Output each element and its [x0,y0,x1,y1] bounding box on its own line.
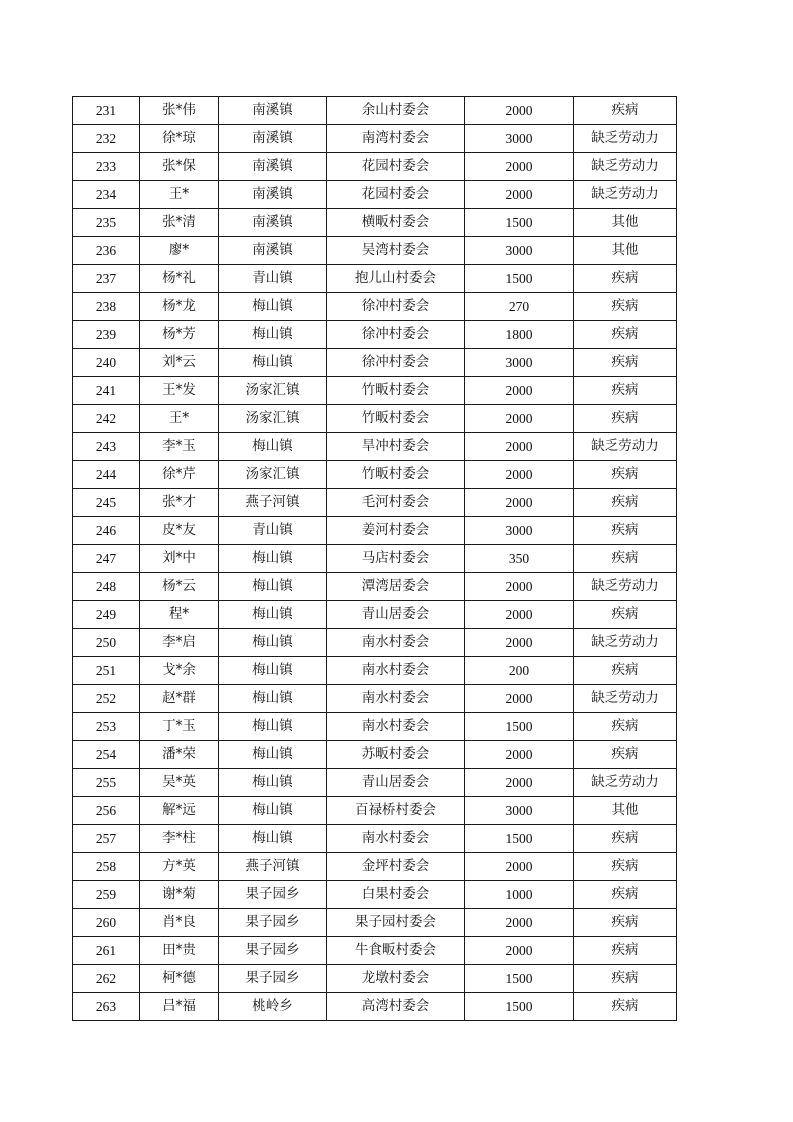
row-number-cell: 242 [73,405,140,433]
table-row [73,125,677,153]
name-cell: 丁*玉 [140,713,219,741]
row-number-cell: 239 [73,321,140,349]
town-cell: 汤家汇镇 [219,377,327,405]
name-cell: 方*英 [140,853,219,881]
row-number-cell: 259 [73,881,140,909]
village-committee-cell: 南水村委会 [327,825,465,853]
row-number-cell: 240 [73,349,140,377]
reason-cell: 其他 [574,237,677,265]
village-committee-cell: 徐冲村委会 [327,293,465,321]
town-cell: 汤家汇镇 [219,405,327,433]
village-committee-cell: 竹畈村委会 [327,461,465,489]
row-number-cell: 253 [73,713,140,741]
village-committee-cell: 竹畈村委会 [327,405,465,433]
village-committee-cell: 吴湾村委会 [327,237,465,265]
name-cell: 解*远 [140,797,219,825]
name-cell: 徐*琼 [140,125,219,153]
reason-cell: 疾病 [574,853,677,881]
table-row [73,993,677,1021]
reason-cell: 疾病 [574,937,677,965]
table-body [73,97,677,1021]
reason-cell: 疾病 [574,461,677,489]
table-row [73,461,677,489]
name-cell: 徐*芹 [140,461,219,489]
town-cell: 梅山镇 [219,713,327,741]
name-cell: 杨*龙 [140,293,219,321]
table-row [73,937,677,965]
village-committee-cell: 南湾村委会 [327,125,465,153]
row-number-cell: 249 [73,601,140,629]
row-number-cell: 247 [73,545,140,573]
village-committee-cell: 徐冲村委会 [327,349,465,377]
table-row [73,321,677,349]
table-row [73,853,677,881]
amount-cell: 2000 [465,433,574,461]
table-row [73,909,677,937]
amount-cell: 1800 [465,321,574,349]
reason-cell: 疾病 [574,825,677,853]
table-row [73,237,677,265]
village-committee-cell: 马店村委会 [327,545,465,573]
table-row [73,433,677,461]
village-committee-cell: 毛河村委会 [327,489,465,517]
town-cell: 梅山镇 [219,657,327,685]
town-cell: 南溪镇 [219,181,327,209]
village-committee-cell: 牛食畈村委会 [327,937,465,965]
amount-cell: 270 [465,293,574,321]
amount-cell: 350 [465,545,574,573]
row-number-cell: 245 [73,489,140,517]
amount-cell: 2000 [465,769,574,797]
table-row [73,629,677,657]
amount-cell: 2000 [465,685,574,713]
reason-cell: 其他 [574,797,677,825]
reason-cell: 疾病 [574,909,677,937]
amount-cell: 2000 [465,489,574,517]
village-committee-cell: 余山村委会 [327,97,465,125]
name-cell: 张*伟 [140,97,219,125]
reason-cell: 缺乏劳动力 [574,629,677,657]
name-cell: 李*玉 [140,433,219,461]
amount-cell: 2000 [465,853,574,881]
row-number-cell: 258 [73,853,140,881]
amount-cell: 2000 [465,97,574,125]
town-cell: 果子园乡 [219,937,327,965]
table-row [73,97,677,125]
village-committee-cell: 果子园村委会 [327,909,465,937]
amount-cell: 200 [465,657,574,685]
reason-cell: 疾病 [574,349,677,377]
village-committee-cell: 花园村委会 [327,181,465,209]
table-row [73,657,677,685]
name-cell: 肖*良 [140,909,219,937]
table-row [73,825,677,853]
amount-cell: 1500 [465,965,574,993]
reason-cell: 其他 [574,209,677,237]
town-cell: 梅山镇 [219,797,327,825]
reason-cell: 疾病 [574,881,677,909]
table-row [73,349,677,377]
amount-cell: 1500 [465,993,574,1021]
row-number-cell: 233 [73,153,140,181]
reason-cell: 疾病 [574,965,677,993]
town-cell: 梅山镇 [219,293,327,321]
name-cell: 李*柱 [140,825,219,853]
amount-cell: 2000 [465,461,574,489]
reason-cell: 疾病 [574,741,677,769]
name-cell: 刘*中 [140,545,219,573]
town-cell: 青山镇 [219,517,327,545]
village-committee-cell: 高湾村委会 [327,993,465,1021]
name-cell: 皮*友 [140,517,219,545]
village-committee-cell: 徐冲村委会 [327,321,465,349]
name-cell: 张*才 [140,489,219,517]
town-cell: 果子园乡 [219,881,327,909]
amount-cell: 2000 [465,909,574,937]
village-committee-cell: 青山居委会 [327,601,465,629]
amount-cell: 2000 [465,741,574,769]
town-cell: 果子园乡 [219,965,327,993]
amount-cell: 3000 [465,237,574,265]
town-cell: 桃岭乡 [219,993,327,1021]
reason-cell: 缺乏劳动力 [574,573,677,601]
table-row [73,573,677,601]
town-cell: 果子园乡 [219,909,327,937]
row-number-cell: 250 [73,629,140,657]
table-row [73,181,677,209]
amount-cell: 2000 [465,573,574,601]
town-cell: 南溪镇 [219,153,327,181]
name-cell: 戈*余 [140,657,219,685]
reason-cell: 疾病 [574,377,677,405]
row-number-cell: 243 [73,433,140,461]
name-cell: 张*保 [140,153,219,181]
amount-cell: 1500 [465,713,574,741]
row-number-cell: 261 [73,937,140,965]
amount-cell: 2000 [465,601,574,629]
village-committee-cell: 潭湾居委会 [327,573,465,601]
row-number-cell: 241 [73,377,140,405]
row-number-cell: 246 [73,517,140,545]
table-row [73,293,677,321]
name-cell: 王* [140,181,219,209]
amount-cell: 2000 [465,153,574,181]
row-number-cell: 238 [73,293,140,321]
village-committee-cell: 竹畈村委会 [327,377,465,405]
reason-cell: 缺乏劳动力 [574,769,677,797]
name-cell: 谢*菊 [140,881,219,909]
amount-cell: 2000 [465,181,574,209]
row-number-cell: 235 [73,209,140,237]
village-committee-cell: 姜河村委会 [327,517,465,545]
amount-cell: 2000 [465,629,574,657]
table-row [73,377,677,405]
row-number-cell: 237 [73,265,140,293]
village-committee-cell: 南水村委会 [327,685,465,713]
name-cell: 程* [140,601,219,629]
row-number-cell: 260 [73,909,140,937]
town-cell: 梅山镇 [219,685,327,713]
reason-cell: 疾病 [574,601,677,629]
town-cell: 南溪镇 [219,209,327,237]
reason-cell: 缺乏劳动力 [574,125,677,153]
village-committee-cell: 横畈村委会 [327,209,465,237]
village-committee-cell: 龙墩村委会 [327,965,465,993]
row-number-cell: 255 [73,769,140,797]
reason-cell: 疾病 [574,405,677,433]
row-number-cell: 231 [73,97,140,125]
town-cell: 梅山镇 [219,769,327,797]
table-row [73,489,677,517]
name-cell: 吴*英 [140,769,219,797]
village-committee-cell: 南水村委会 [327,629,465,657]
village-committee-cell: 南水村委会 [327,713,465,741]
town-cell: 梅山镇 [219,825,327,853]
town-cell: 燕子河镇 [219,489,327,517]
row-number-cell: 232 [73,125,140,153]
name-cell: 刘*云 [140,349,219,377]
row-number-cell: 256 [73,797,140,825]
reason-cell: 疾病 [574,993,677,1021]
town-cell: 梅山镇 [219,321,327,349]
table-row [73,965,677,993]
reason-cell: 疾病 [574,545,677,573]
name-cell: 杨*芳 [140,321,219,349]
reason-cell: 疾病 [574,489,677,517]
name-cell: 杨*礼 [140,265,219,293]
table-row [73,265,677,293]
reason-cell: 疾病 [574,517,677,545]
name-cell: 赵*群 [140,685,219,713]
town-cell: 南溪镇 [219,237,327,265]
reason-cell: 缺乏劳动力 [574,181,677,209]
village-committee-cell: 百禄桥村委会 [327,797,465,825]
amount-cell: 1000 [465,881,574,909]
name-cell: 张*清 [140,209,219,237]
town-cell: 梅山镇 [219,629,327,657]
amount-cell: 3000 [465,125,574,153]
table-row [73,517,677,545]
row-number-cell: 244 [73,461,140,489]
reason-cell: 疾病 [574,321,677,349]
row-number-cell: 257 [73,825,140,853]
town-cell: 梅山镇 [219,601,327,629]
row-number-cell: 252 [73,685,140,713]
amount-cell: 3000 [465,349,574,377]
table-row [73,405,677,433]
table-row [73,741,677,769]
table-row [73,881,677,909]
village-committee-cell: 金坪村委会 [327,853,465,881]
town-cell: 燕子河镇 [219,853,327,881]
village-committee-cell: 抱儿山村委会 [327,265,465,293]
reason-cell: 缺乏劳动力 [574,153,677,181]
village-committee-cell: 花园村委会 [327,153,465,181]
town-cell: 青山镇 [219,265,327,293]
table-row [73,713,677,741]
town-cell: 梅山镇 [219,573,327,601]
amount-cell: 1500 [465,209,574,237]
table-row [73,545,677,573]
village-committee-cell: 白果村委会 [327,881,465,909]
name-cell: 柯*德 [140,965,219,993]
village-committee-cell: 旱冲村委会 [327,433,465,461]
town-cell: 梅山镇 [219,349,327,377]
table-row [73,601,677,629]
row-number-cell: 262 [73,965,140,993]
table-row [73,685,677,713]
town-cell: 南溪镇 [219,97,327,125]
row-number-cell: 251 [73,657,140,685]
amount-cell: 2000 [465,377,574,405]
reason-cell: 疾病 [574,97,677,125]
row-number-cell: 248 [73,573,140,601]
table-row [73,797,677,825]
reason-cell: 缺乏劳动力 [574,433,677,461]
village-committee-cell: 青山居委会 [327,769,465,797]
amount-cell: 3000 [465,517,574,545]
table-row [73,209,677,237]
name-cell: 王*发 [140,377,219,405]
name-cell: 廖* [140,237,219,265]
row-number-cell: 236 [73,237,140,265]
town-cell: 梅山镇 [219,741,327,769]
town-cell: 南溪镇 [219,125,327,153]
table-row [73,153,677,181]
name-cell: 李*启 [140,629,219,657]
village-committee-cell: 南水村委会 [327,657,465,685]
amount-cell: 1500 [465,825,574,853]
reason-cell: 疾病 [574,713,677,741]
amount-cell: 1500 [465,265,574,293]
reason-cell: 疾病 [574,293,677,321]
row-number-cell: 254 [73,741,140,769]
town-cell: 梅山镇 [219,545,327,573]
town-cell: 梅山镇 [219,433,327,461]
amount-cell: 2000 [465,937,574,965]
amount-cell: 3000 [465,797,574,825]
village-committee-cell: 苏畈村委会 [327,741,465,769]
name-cell: 田*贵 [140,937,219,965]
row-number-cell: 263 [73,993,140,1021]
name-cell: 潘*荣 [140,741,219,769]
name-cell: 王* [140,405,219,433]
town-cell: 汤家汇镇 [219,461,327,489]
row-number-cell: 234 [73,181,140,209]
name-cell: 吕*福 [140,993,219,1021]
amount-cell: 2000 [465,405,574,433]
reason-cell: 缺乏劳动力 [574,685,677,713]
assistance-table [72,96,677,1021]
reason-cell: 疾病 [574,657,677,685]
reason-cell: 疾病 [574,265,677,293]
table-row [73,769,677,797]
name-cell: 杨*云 [140,573,219,601]
